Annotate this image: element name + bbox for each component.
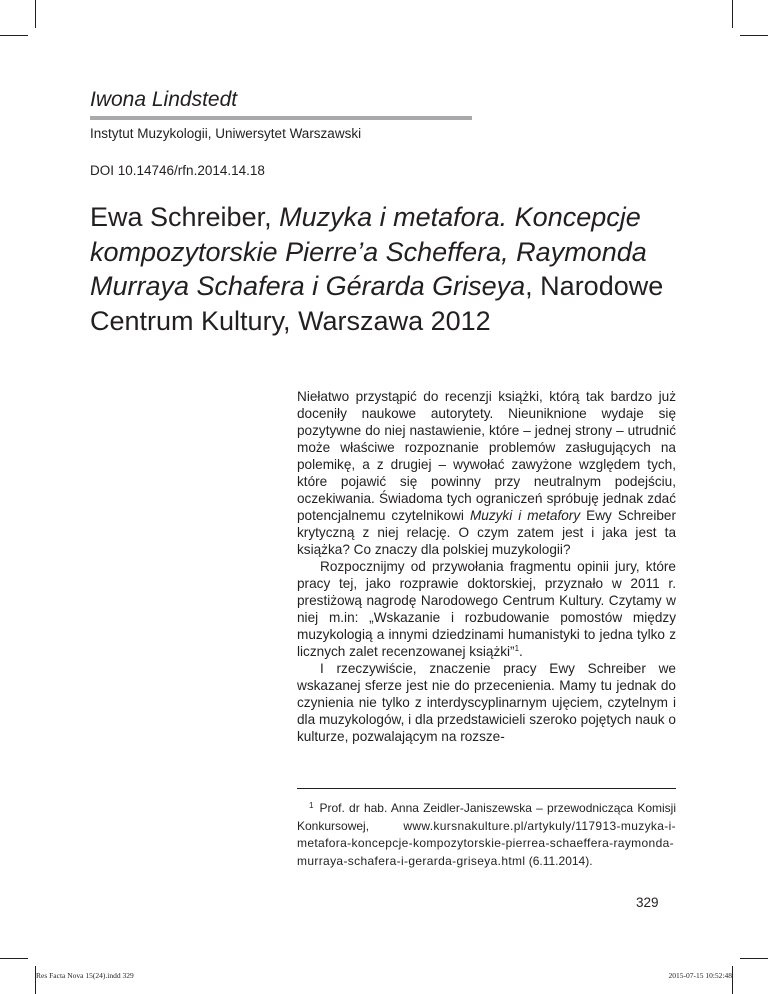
body-text — [297, 388, 676, 745]
footnote-text-b: (6.11.2014). — [525, 853, 593, 868]
article-title — [90, 200, 710, 338]
print-slug-file: Res Facta Nova 15(24).indd 329 — [36, 971, 134, 980]
crop-mark — [0, 958, 28, 959]
crop-mark — [732, 966, 733, 994]
paragraph-2 — [297, 558, 676, 660]
print-slug-timestamp: 2015-07-15 10:52:48 — [668, 971, 732, 980]
footnote-rule — [297, 788, 676, 789]
title-italic: Muzyka i metafora. Koncepcje kompozytorskie Pierre’a Scheffera, Raymonda Murraya Schafera i Gérarda Griseya — [90, 202, 647, 301]
paragraph-2-text-a: Rozpocznijmy od przywołania fragmentu opinii jury, które pracy tej, jako rozprawie doktorskiej, przyznało w 2011 r. prestiżową nagrodę Narodowego Centrum Kultury. Czytamy w niej m.in: „Wskazanie i rozbudowanie pomostów między muzykologią a innymi dziedzinami humanistyki to jedna tylko z licznych zalet recenzowanej książki” — [297, 559, 676, 659]
paragraph-1-text-a: Niełatwo przystąpić do recenzji książki, którą tak bardzo już doceniły naukowe autorytety. Nieuniknione wydaje się pozytywne do niej nastawienie, które – jednej strony – utrudnić może właściwe rozpoznanie problemów zasługujących na polemikę, a z drugiej – wywołać zawyżone względem tych, które pojawić się powinny przy neutralnym podejściu, oczekiwania. Świadoma tych ograniczeń spróbuję jednak zdać potencjalnemu czytelnikowi — [297, 389, 676, 523]
title-part-1: Ewa Schreiber, — [90, 202, 280, 232]
doi: DOI 10.14746/rfn.2014.14.18 — [90, 163, 265, 178]
footnote-number: 1 — [309, 801, 314, 810]
paragraph-1 — [297, 388, 676, 558]
footnote-url: www.kursnakulture.pl/artykuly/117913-muzyka-i-metafora-koncepcje-kompozytorskie-pierrea-schaeffera-raymonda-murraya-schafera-i-gerarda-griseya.html — [297, 818, 676, 868]
paragraph-2-text-b: . — [519, 644, 523, 659]
crop-mark — [35, 0, 36, 28]
crop-mark — [740, 958, 768, 959]
paragraph-1-italic: Muzyki i metafory — [469, 508, 581, 523]
paragraph-1-text-b: Ewy Schreiber krytyczną z niej relację. O czym zatem jest i jaka jest ta książka? Co znaczy dla polskiej muzykologii? — [297, 508, 676, 557]
footnote-reference: 1 — [514, 644, 520, 653]
crop-mark — [732, 0, 733, 28]
author-name: Iwona Lindstedt — [90, 88, 238, 111]
author-rule — [90, 116, 472, 120]
footnote-text-a: Prof. dr hab. Anna Zeidler-Janiszewska – przewodnicząca Komisji Konkursowej, — [297, 801, 676, 833]
page-number: 329 — [636, 895, 659, 910]
affiliation: Instytut Muzykologii, Uniwersytet Warszawski — [90, 126, 362, 141]
crop-mark — [740, 35, 768, 36]
paragraph-3: I rzeczywiście, znaczenie pracy Ewy Schreiber we wskazanej sferze jest nie do przecenienia. Mamy tu jednak do czynienia nie tylko z interdyscyplinarnym ujęciem, czytelnym i dla muzykologów, i dla przedstawicieli szeroko pojętych nauk o kulturze, pozwalającym na rozsze- — [297, 661, 676, 744]
crop-mark — [0, 35, 28, 36]
footnote — [297, 797, 676, 870]
title-part-2: , Narodowe Centrum Kultury, Warszawa 2012 — [90, 271, 664, 336]
